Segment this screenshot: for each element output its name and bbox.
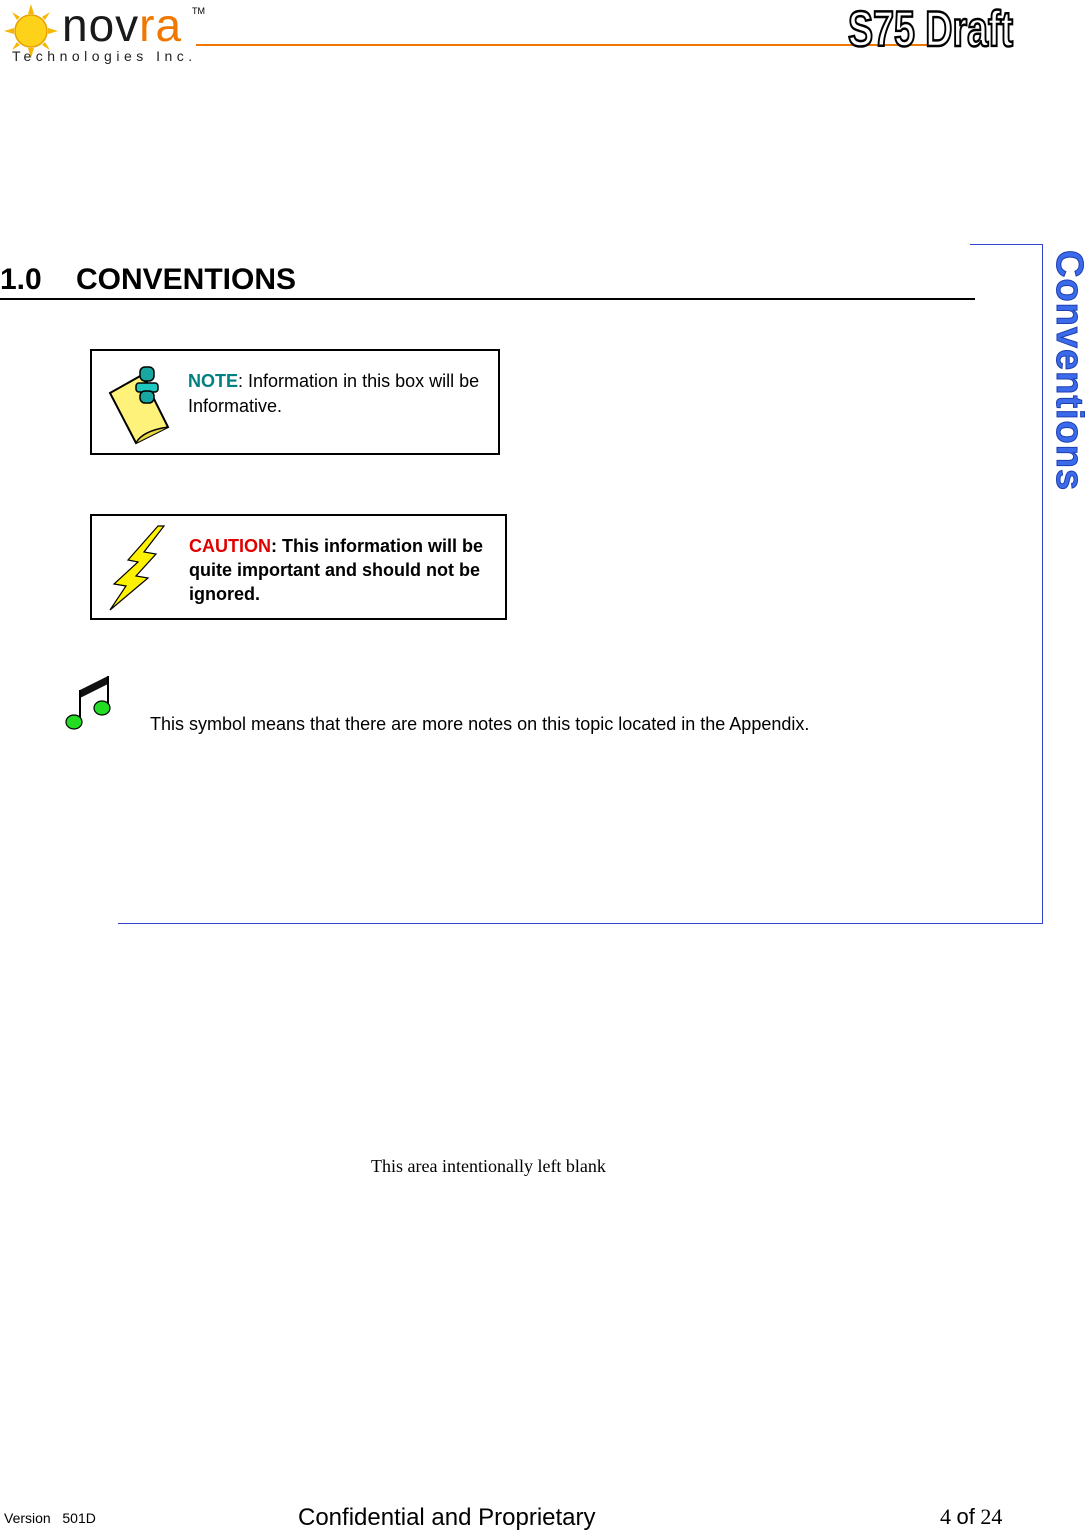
music-note-icon — [62, 672, 114, 734]
company-logo: novra — [62, 0, 183, 51]
side-tab-border-bottom — [118, 923, 1043, 924]
company-subtitle: Technologies Inc. — [12, 48, 197, 64]
trademark-mark: TM — [192, 6, 205, 16]
note-body: : Information in this box will be Informative. — [188, 371, 480, 416]
footer-confidential: Confidential and Proprietary — [298, 1504, 596, 1531]
caution-body: : This information will be quite important and should not be ignored. — [189, 536, 484, 604]
header-rule — [196, 44, 936, 46]
side-tab-border-vertical — [1042, 244, 1043, 924]
section-heading — [0, 262, 975, 300]
pinned-note-icon — [102, 365, 172, 443]
footer-version: Version 501D — [4, 1510, 96, 1526]
appendix-symbol-text: This symbol means that there are more notes on this topic located in the Appendix. — [150, 714, 810, 734]
page-current: 4 — [940, 1504, 951, 1529]
side-tab-border-top — [970, 244, 1043, 245]
section-title: CONVENTIONS — [76, 263, 297, 296]
blank-area-notice: This area intentionally left blank — [371, 1156, 606, 1176]
lightning-bolt-icon — [108, 524, 164, 612]
note-text — [188, 369, 488, 419]
note-label: NOTE — [188, 371, 239, 391]
side-tab-label: Conventions — [1048, 250, 1090, 492]
page-of: of — [956, 1504, 975, 1529]
caution-text — [189, 534, 499, 606]
footer-page-number — [940, 1504, 1002, 1530]
caution-label: CAUTION — [189, 536, 271, 556]
draft-stamp-text: S75 Draft — [848, 1, 1014, 57]
section-number: 1.0 — [0, 263, 42, 296]
draft-stamp — [846, 1, 1016, 57]
note-box — [90, 349, 500, 455]
caution-box — [90, 514, 507, 620]
page-total: 24 — [980, 1504, 1003, 1529]
